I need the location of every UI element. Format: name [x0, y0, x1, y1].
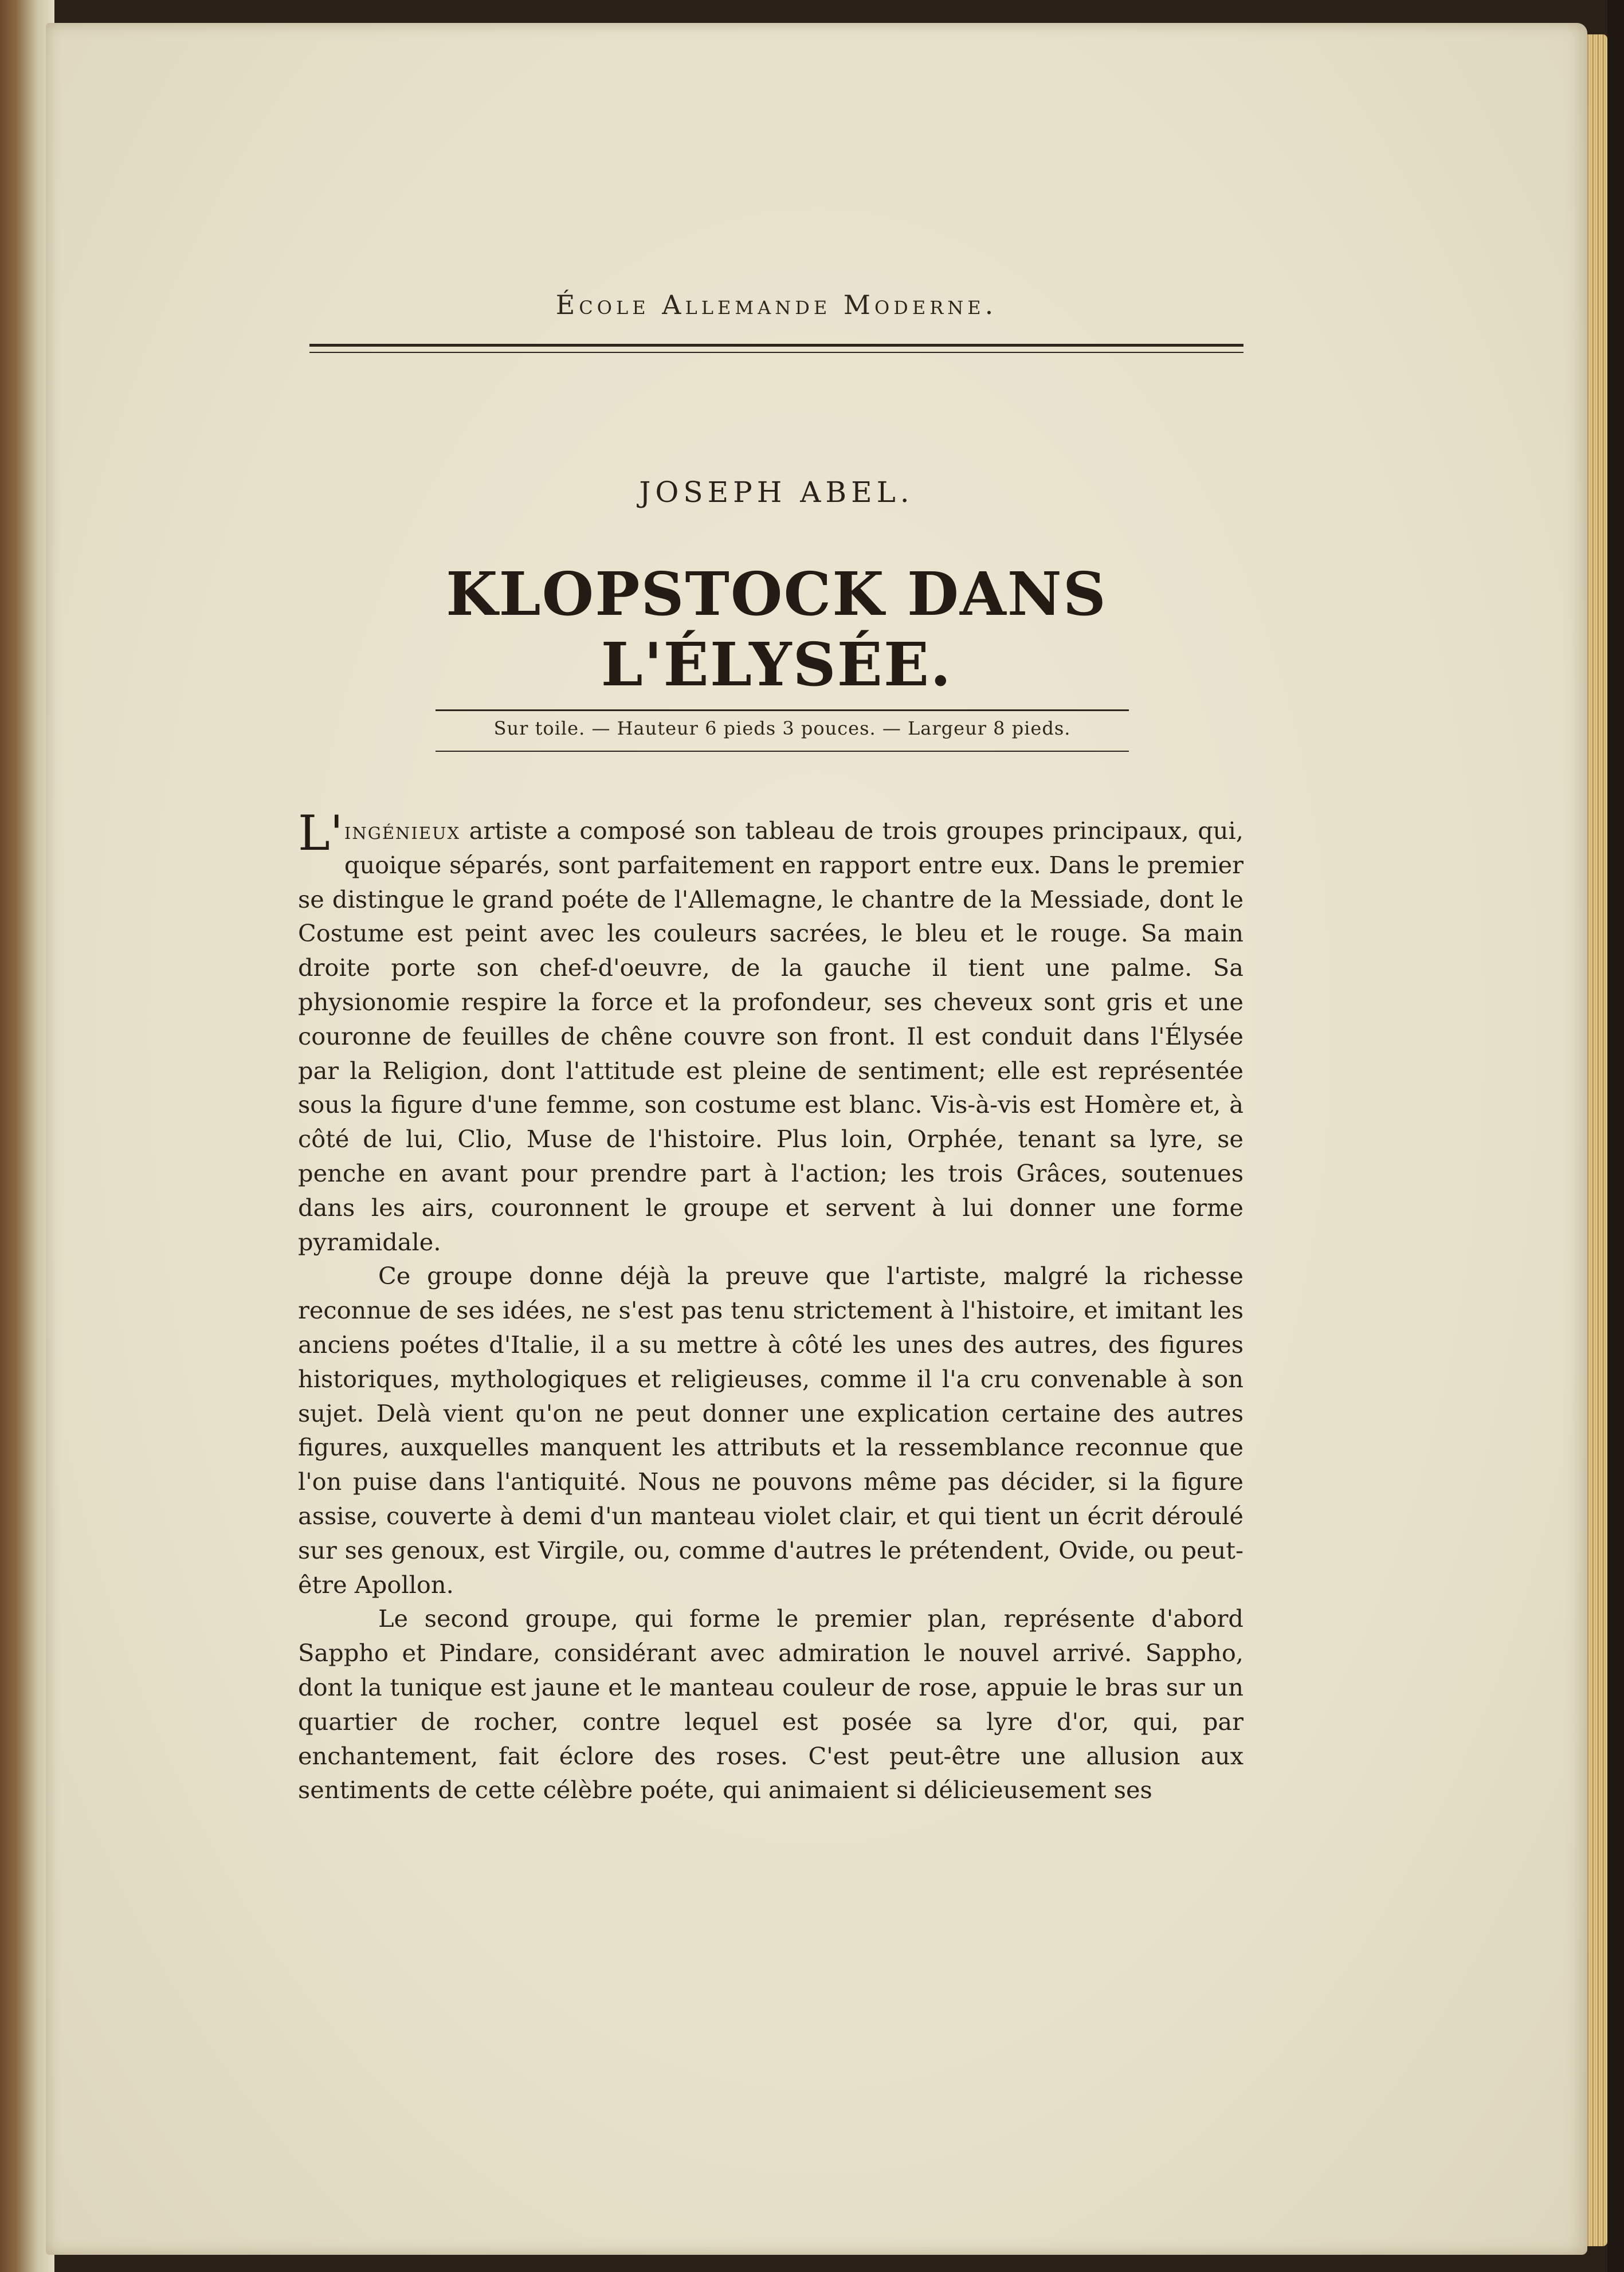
paragraph-1-text: artiste a composé son tableau de trois groupes principaux, qui, quoique séparés, sont parfaitement en rapport entre eux. Dans le premier se distingue le grand poéte de l'Allemagne, le chantre de la Messiade, dont le Costume est peint avec les couleurs sacrées, le bleu et le rouge. Sa main droite porte son chef-d'oeuvre, de la gauche il tient une palme. Sa physionomie respire la force et la profondeur, ses cheveux sont gris et une couronne de feuilles de chêne couvre son front. Il est conduit dans l'Élysée par la Religion, dont l'attitude est pleine de sentiment; elle est représentée sous la figure d'une femme, son costume est blanc. Vis-à-vis est Homère et, à côté de lui, Clio, Muse de l'histoire. Plus loin, Orphée, tenant sa lyre, se penche en avant pour prendre part à l'action; les trois Grâces, soutenues dans les airs, couronnent le groupe et servent à lui donner une forme pyramidale.	[298, 817, 1244, 1256]
artwork-title: KLOPSTOCK DANS L'ÉLYSÉE.	[446, 559, 1107, 700]
body-text	[298, 805, 1244, 1807]
header-rule-thin	[309, 352, 1244, 353]
school-header: École Allemande Moderne.	[555, 289, 998, 320]
header-rule-thick	[309, 344, 1244, 347]
dimensions-rule-top	[436, 709, 1129, 711]
drop-cap: L'	[298, 805, 343, 861]
page-edges	[1584, 34, 1607, 2246]
background-right	[1607, 0, 1624, 2272]
artwork-dimensions: Sur toile. — Hauteur 6 pieds 3 pouces. — Largeur 8 pieds.	[493, 717, 1071, 739]
paragraph-3: Le second groupe, qui forme le premier plan, représente d'abord Sappho et Pindare, considérant avec admiration le nouvel arrivé. Sappho, dont la tunique est jaune et le manteau couleur de rose, appuie le bras sur un quartier de rocher, contre lequel est posée sa lyre d'or, qui, par enchantement, fait éclore des roses. C'est peut-être une allusion aux sentiments de cette célèbre poéte, qui animaient si délicieusement ses	[298, 1604, 1244, 1804]
dimensions-rule-bottom	[436, 751, 1129, 752]
paragraph-1-lead: ingénieux	[344, 817, 461, 845]
paragraph-1	[298, 805, 1244, 1259]
paragraph-2: Ce groupe donne déjà la preuve que l'artiste, malgré la richesse reconnue de ses idées, ne s'est pas tenu strictement à l'histoire, et imitant les anciens poétes d'Italie, il a su mettre à côté les unes des autres, des figures historiques, mythologiques et religieuses, comme il l'a cru convenable à son sujet. Delà vient qu'on ne peut donner une explication certaine des autres figures, auxquelles manquent les attributs et la ressemblance reconnue que l'on puise dans l'antiquité. Nous ne pouvons même pas décider, si la figure assise, couverte à demi d'un manteau violet clair, et qui tient un écrit déroulé sur ses genoux, est Virgile, ou, comme d'autres le prétendent, Ovide, ou peut-être Apollon.	[298, 1262, 1244, 1599]
artist-name: JOSEPH ABEL.	[639, 476, 914, 509]
